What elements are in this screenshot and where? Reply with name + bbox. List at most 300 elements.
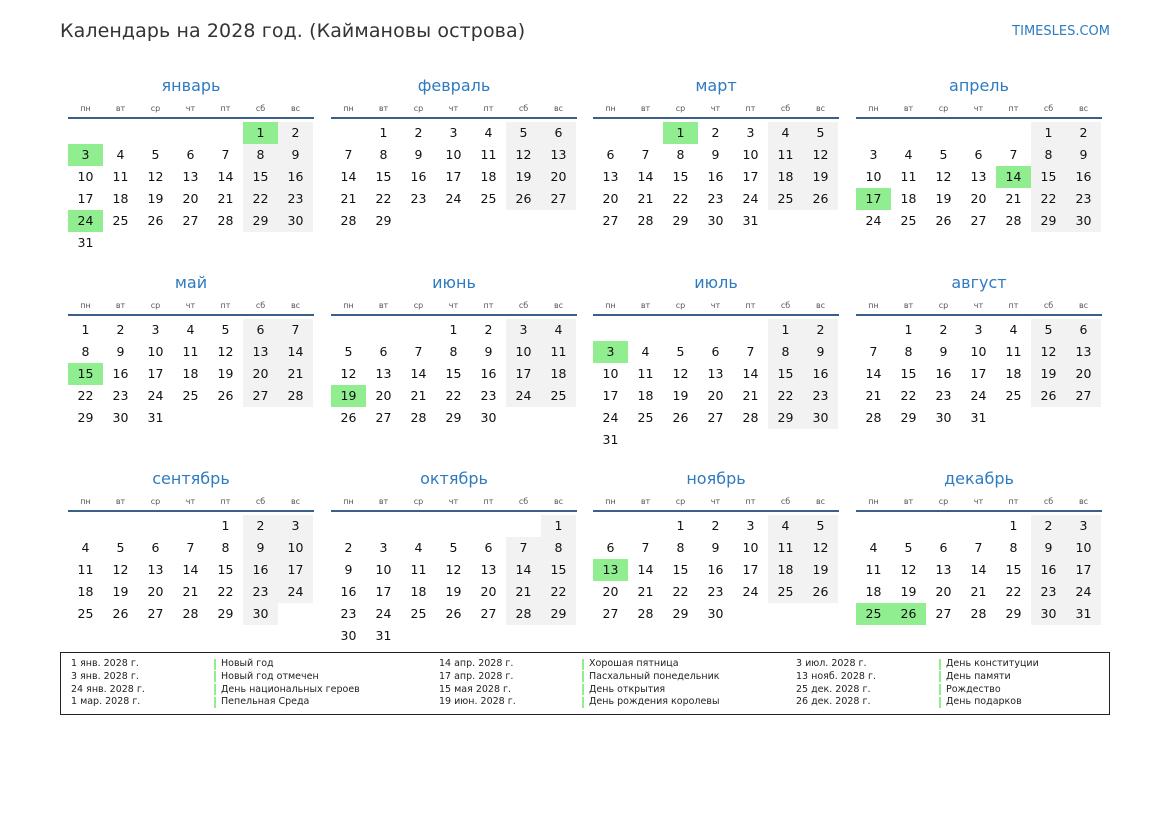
- weekday-label: вт: [378, 497, 389, 506]
- weekday-label: ср: [150, 104, 161, 113]
- day-cell: 12: [803, 537, 838, 559]
- day-cell: 2: [243, 515, 278, 537]
- weekday-label: ср: [413, 301, 424, 310]
- day-cell: 26: [445, 606, 462, 621]
- day-cell: 8: [379, 147, 388, 162]
- day-cell: 1: [541, 515, 576, 537]
- day-cell: 29: [243, 210, 278, 232]
- legend-holiday-name: День рождения королевы: [589, 696, 720, 708]
- day-cell: 16: [1066, 166, 1101, 188]
- day-cell: 22: [77, 388, 94, 403]
- legend-date: 14 апр. 2028 г.: [439, 658, 514, 669]
- day-cell: 29: [768, 407, 803, 429]
- day-cell: 3: [68, 144, 103, 166]
- weekday-label: вт: [115, 301, 126, 310]
- day-cell: 21: [637, 584, 654, 599]
- day-cell: 25: [77, 606, 94, 621]
- day-cell: 15: [672, 562, 689, 577]
- legend-date: 1 мар. 2028 г.: [71, 696, 141, 708]
- day-cell: 27: [602, 606, 619, 621]
- day-cell: 29: [900, 410, 917, 425]
- weekday-label: пн: [605, 301, 616, 310]
- legend-holiday-name: Пасхальный понедельник: [589, 670, 720, 682]
- day-cell: 20: [1066, 363, 1101, 385]
- weekday-label: сб: [518, 301, 529, 310]
- weekday-label: вс: [1078, 301, 1089, 310]
- day-cell: 1: [1009, 518, 1018, 533]
- day-cell: 24: [278, 581, 313, 603]
- day-cell: 4: [1009, 322, 1018, 337]
- day-cell: 26: [1031, 385, 1066, 407]
- day-cell: 10: [1066, 537, 1101, 559]
- day-cell: 5: [221, 322, 230, 337]
- legend-marker: [939, 671, 941, 682]
- day-cell: 12: [506, 144, 541, 166]
- legend-holiday-name: Пепельная Среда: [221, 696, 310, 708]
- day-cell: 4: [641, 344, 650, 359]
- day-cell: 23: [480, 388, 497, 403]
- header-rule: [331, 314, 577, 316]
- day-cell: 18: [768, 559, 803, 581]
- header-rule: [68, 314, 314, 316]
- day-cell: 22: [243, 188, 278, 210]
- day-cell: 7: [641, 540, 650, 555]
- day-cell: 26: [891, 603, 926, 625]
- day-cell: 27: [1066, 385, 1101, 407]
- month-name: январь: [161, 76, 221, 95]
- legend-marker: [582, 697, 584, 708]
- day-cell: 7: [869, 344, 878, 359]
- legend-date: 3 янв. 2028 г.: [71, 670, 139, 682]
- day-cell: 20: [541, 166, 576, 188]
- weekday-label: сб: [518, 104, 529, 113]
- legend-holiday-name: День подарков: [946, 696, 1022, 708]
- day-cell: 10: [77, 169, 94, 184]
- day-cell: 21: [506, 581, 541, 603]
- day-cell: 23: [410, 191, 427, 206]
- day-cell: 25: [410, 606, 427, 621]
- legend-date: 17 апр. 2028 г.: [439, 670, 514, 682]
- day-cell: 14: [410, 366, 427, 381]
- weekday-label: пт: [220, 497, 231, 506]
- day-cell: 27: [707, 410, 724, 425]
- day-cell: 15: [1031, 166, 1066, 188]
- day-cell: 22: [768, 385, 803, 407]
- day-cell: 19: [672, 388, 689, 403]
- day-cell: 2: [484, 322, 493, 337]
- day-cell: 13: [707, 366, 724, 381]
- day-cell: 15: [900, 366, 917, 381]
- day-cell: 9: [1031, 537, 1066, 559]
- day-cell: 23: [1031, 581, 1066, 603]
- day-cell: 13: [935, 562, 952, 577]
- day-cell: 25: [480, 191, 497, 206]
- month-name: август: [951, 273, 1007, 292]
- day-cell: 6: [379, 344, 388, 359]
- day-cell: 24: [742, 191, 759, 206]
- day-cell: 28: [637, 213, 654, 228]
- day-cell: 4: [414, 540, 423, 555]
- day-cell: 5: [939, 147, 948, 162]
- day-cell: 14: [996, 166, 1031, 188]
- day-cell: 10: [742, 147, 759, 162]
- weekday-label: вт: [903, 301, 914, 310]
- day-cell: 30: [112, 410, 129, 425]
- day-cell: 7: [278, 319, 313, 341]
- day-cell: 25: [768, 581, 803, 603]
- day-cell: 24: [445, 191, 462, 206]
- day-cell: 29: [375, 213, 392, 228]
- day-cell: 14: [637, 169, 654, 184]
- day-cell: 19: [935, 191, 952, 206]
- weekday-label: вс: [290, 497, 301, 506]
- day-cell: 5: [676, 344, 685, 359]
- day-cell: 14: [742, 366, 759, 381]
- day-cell: 22: [1005, 584, 1022, 599]
- day-cell: 15: [375, 169, 392, 184]
- legend-marker: [939, 684, 941, 695]
- header-rule: [856, 117, 1102, 119]
- day-cell: 14: [865, 366, 882, 381]
- day-cell: 29: [672, 606, 689, 621]
- weekday-label: вт: [378, 301, 389, 310]
- day-cell: 9: [344, 562, 353, 577]
- day-cell: 3: [151, 322, 160, 337]
- day-cell: 22: [541, 581, 576, 603]
- day-cell: 6: [974, 147, 983, 162]
- day-cell: 22: [217, 584, 234, 599]
- day-cell: 19: [445, 584, 462, 599]
- day-cell: 21: [410, 388, 427, 403]
- day-cell: 26: [147, 213, 164, 228]
- day-cell: 17: [506, 363, 541, 385]
- day-cell: 14: [182, 562, 199, 577]
- day-cell: 21: [182, 584, 199, 599]
- weekday-label: ср: [675, 497, 686, 506]
- day-cell: 12: [217, 344, 234, 359]
- day-cell: 27: [480, 606, 497, 621]
- day-cell: 8: [1009, 540, 1018, 555]
- day-cell: 17: [147, 366, 164, 381]
- legend-marker: [214, 671, 216, 682]
- day-cell: 19: [900, 584, 917, 599]
- day-cell: 25: [768, 188, 803, 210]
- day-cell: 25: [112, 213, 129, 228]
- day-cell: 1: [904, 322, 913, 337]
- day-cell: 9: [711, 147, 720, 162]
- day-cell: 6: [1066, 319, 1101, 341]
- month-name: июль: [694, 273, 738, 292]
- day-cell: 13: [602, 169, 619, 184]
- day-cell: 31: [1066, 603, 1101, 625]
- weekday-label: сб: [780, 104, 791, 113]
- day-cell: 2: [414, 125, 423, 140]
- day-cell: 17: [375, 584, 392, 599]
- day-cell: 26: [935, 213, 952, 228]
- weekday-label: пн: [80, 104, 91, 113]
- weekday-label: вс: [1078, 497, 1089, 506]
- weekday-label: пт: [483, 497, 494, 506]
- day-cell: 17: [742, 169, 759, 184]
- day-cell: 29: [77, 410, 94, 425]
- day-cell: 8: [676, 540, 685, 555]
- weekday-label: пт: [1008, 104, 1019, 113]
- day-cell: 19: [1031, 363, 1066, 385]
- day-cell: 8: [449, 344, 458, 359]
- weekday-label: вс: [290, 104, 301, 113]
- day-cell: 7: [506, 537, 541, 559]
- day-cell: 6: [243, 319, 278, 341]
- day-cell: 24: [742, 584, 759, 599]
- weekday-label: вс: [553, 497, 564, 506]
- day-cell: 6: [711, 344, 720, 359]
- day-cell: 21: [1005, 191, 1022, 206]
- day-cell: 9: [939, 344, 948, 359]
- day-cell: 8: [541, 537, 576, 559]
- day-cell: 4: [869, 540, 878, 555]
- day-cell: 2: [1066, 122, 1101, 144]
- day-cell: 2: [116, 322, 125, 337]
- day-cell: 23: [707, 191, 724, 206]
- day-cell: 7: [974, 540, 983, 555]
- weekday-label: пн: [80, 301, 91, 310]
- day-cell: 7: [344, 147, 353, 162]
- weekday-label: вт: [903, 497, 914, 506]
- legend-date: 13 нояб. 2028 г.: [796, 670, 876, 682]
- day-cell: 27: [602, 213, 619, 228]
- day-cell: 17: [856, 188, 891, 210]
- weekday-label: пн: [605, 104, 616, 113]
- day-cell: 5: [344, 344, 353, 359]
- weekday-label: вт: [378, 104, 389, 113]
- day-cell: 20: [375, 388, 392, 403]
- day-cell: 30: [243, 603, 278, 625]
- day-cell: 10: [147, 344, 164, 359]
- header-rule: [856, 510, 1102, 512]
- header-rule: [593, 510, 839, 512]
- day-cell: 27: [375, 410, 392, 425]
- legend-holiday-name: День открытия: [589, 683, 666, 695]
- day-cell: 7: [746, 344, 755, 359]
- day-cell: 11: [768, 144, 803, 166]
- day-cell: 28: [217, 213, 234, 228]
- day-cell: 4: [116, 147, 125, 162]
- header-rule: [68, 117, 314, 119]
- weekday-label: вс: [1078, 104, 1089, 113]
- day-cell: 28: [410, 410, 427, 425]
- day-cell: 30: [480, 410, 497, 425]
- day-cell: 18: [410, 584, 427, 599]
- weekday-label: чт: [448, 104, 459, 113]
- weekday-label: пт: [1008, 301, 1019, 310]
- day-cell: 6: [484, 540, 493, 555]
- weekday-label: ср: [938, 497, 949, 506]
- day-cell: 26: [672, 410, 689, 425]
- weekday-label: ср: [413, 104, 424, 113]
- legend-date: 24 янв. 2028 г.: [71, 683, 145, 695]
- day-cell: 5: [803, 122, 838, 144]
- day-cell: 23: [707, 584, 724, 599]
- day-cell: 30: [278, 210, 313, 232]
- day-cell: 26: [803, 581, 838, 603]
- day-cell: 27: [147, 606, 164, 621]
- day-cell: 14: [970, 562, 987, 577]
- day-cell: 13: [147, 562, 164, 577]
- month-name: март: [695, 76, 737, 95]
- legend-marker: [939, 659, 941, 670]
- legend-date: 26 дек. 2028 г.: [796, 696, 871, 708]
- day-cell: 5: [803, 515, 838, 537]
- legend-date: 25 дек. 2028 г.: [796, 683, 871, 695]
- day-cell: 6: [151, 540, 160, 555]
- weekday-label: пн: [605, 497, 616, 506]
- header-rule: [331, 117, 577, 119]
- day-cell: 17: [602, 388, 619, 403]
- legend-date: 1 янв. 2028 г.: [71, 658, 139, 669]
- legend-holiday-name: Новый год: [221, 658, 274, 669]
- weekday-label: ср: [150, 301, 161, 310]
- day-cell: 11: [541, 341, 576, 363]
- day-cell: 25: [182, 388, 199, 403]
- day-cell: 30: [935, 410, 952, 425]
- day-cell: 30: [803, 407, 838, 429]
- day-cell: 21: [865, 388, 882, 403]
- legend-marker: [939, 697, 941, 708]
- day-cell: 29: [1031, 210, 1066, 232]
- day-cell: 23: [278, 188, 313, 210]
- month-name: ноябрь: [686, 469, 746, 488]
- day-cell: 20: [243, 363, 278, 385]
- weekday-label: сб: [780, 497, 791, 506]
- day-cell: 2: [711, 125, 720, 140]
- day-cell: 3: [974, 322, 983, 337]
- legend-marker: [214, 697, 216, 708]
- day-cell: 10: [375, 562, 392, 577]
- day-cell: 3: [1066, 515, 1101, 537]
- day-cell: 1: [663, 122, 698, 144]
- holiday-legend: [60, 652, 1110, 715]
- day-cell: 2: [278, 122, 313, 144]
- day-cell: 17: [1066, 559, 1101, 581]
- day-cell: 16: [410, 169, 427, 184]
- day-cell: 9: [243, 537, 278, 559]
- weekday-label: вт: [640, 301, 651, 310]
- day-cell: 22: [1031, 188, 1066, 210]
- day-cell: 9: [278, 144, 313, 166]
- day-cell: 15: [217, 562, 234, 577]
- weekday-label: сб: [255, 497, 266, 506]
- day-cell: 8: [904, 344, 913, 359]
- month-name: июнь: [432, 273, 476, 292]
- day-cell: 17: [742, 562, 759, 577]
- day-cell: 16: [935, 366, 952, 381]
- weekday-label: вт: [903, 104, 914, 113]
- day-cell: 4: [81, 540, 90, 555]
- day-cell: 20: [935, 584, 952, 599]
- day-cell: 24: [375, 606, 392, 621]
- header-rule: [331, 510, 577, 512]
- day-cell: 16: [480, 366, 497, 381]
- day-cell: 18: [182, 366, 199, 381]
- day-cell: 9: [414, 147, 423, 162]
- weekday-label: пт: [220, 301, 231, 310]
- day-cell: 15: [68, 363, 103, 385]
- day-cell: 30: [707, 606, 724, 621]
- day-cell: 26: [803, 188, 838, 210]
- day-cell: 21: [217, 191, 234, 206]
- day-cell: 10: [865, 169, 882, 184]
- day-cell: 6: [186, 147, 195, 162]
- day-cell: 29: [217, 606, 234, 621]
- day-cell: 12: [900, 562, 917, 577]
- day-cell: 19: [331, 385, 366, 407]
- day-cell: 2: [803, 319, 838, 341]
- day-cell: 13: [375, 366, 392, 381]
- day-cell: 27: [243, 385, 278, 407]
- weekday-label: пн: [343, 104, 354, 113]
- day-cell: 31: [602, 432, 619, 447]
- day-cell: 11: [637, 366, 654, 381]
- weekday-label: чт: [448, 497, 459, 506]
- day-cell: 6: [606, 147, 615, 162]
- day-cell: 23: [112, 388, 129, 403]
- day-cell: 14: [637, 562, 654, 577]
- day-cell: 1: [379, 125, 388, 140]
- weekday-label: пт: [1008, 497, 1019, 506]
- weekday-label: сб: [780, 301, 791, 310]
- weekday-label: пт: [220, 104, 231, 113]
- day-cell: 16: [707, 169, 724, 184]
- day-cell: 28: [340, 213, 357, 228]
- day-cell: 23: [1066, 188, 1101, 210]
- day-cell: 13: [480, 562, 497, 577]
- day-cell: 25: [1005, 388, 1022, 403]
- day-cell: 19: [803, 166, 838, 188]
- day-cell: 5: [1031, 319, 1066, 341]
- weekday-label: чт: [448, 301, 459, 310]
- weekday-label: чт: [185, 497, 196, 506]
- weekday-label: ср: [938, 301, 949, 310]
- day-cell: 21: [340, 191, 357, 206]
- legend-marker: [582, 659, 584, 670]
- day-cell: 29: [445, 410, 462, 425]
- day-cell: 5: [151, 147, 160, 162]
- day-cell: 3: [593, 341, 628, 363]
- day-cell: 28: [865, 410, 882, 425]
- legend-holiday-name: День национальных героев: [221, 683, 360, 695]
- header-rule: [593, 117, 839, 119]
- day-cell: 14: [340, 169, 357, 184]
- day-cell: 15: [1005, 562, 1022, 577]
- day-cell: 15: [672, 169, 689, 184]
- day-cell: 5: [116, 540, 125, 555]
- legend-holiday-name: День конституции: [946, 658, 1039, 669]
- day-cell: 21: [970, 584, 987, 599]
- day-cell: 22: [672, 584, 689, 599]
- day-cell: 23: [935, 388, 952, 403]
- site-link[interactable]: TIMESLES.COM: [1012, 24, 1110, 39]
- legend-marker: [214, 684, 216, 695]
- day-cell: 9: [1066, 144, 1101, 166]
- day-cell: 18: [637, 388, 654, 403]
- day-cell: 12: [112, 562, 129, 577]
- weekday-label: вс: [553, 104, 564, 113]
- weekday-label: пн: [343, 301, 354, 310]
- day-cell: 2: [1031, 515, 1066, 537]
- day-cell: 3: [746, 518, 755, 533]
- day-cell: 4: [768, 122, 803, 144]
- day-cell: 2: [344, 540, 353, 555]
